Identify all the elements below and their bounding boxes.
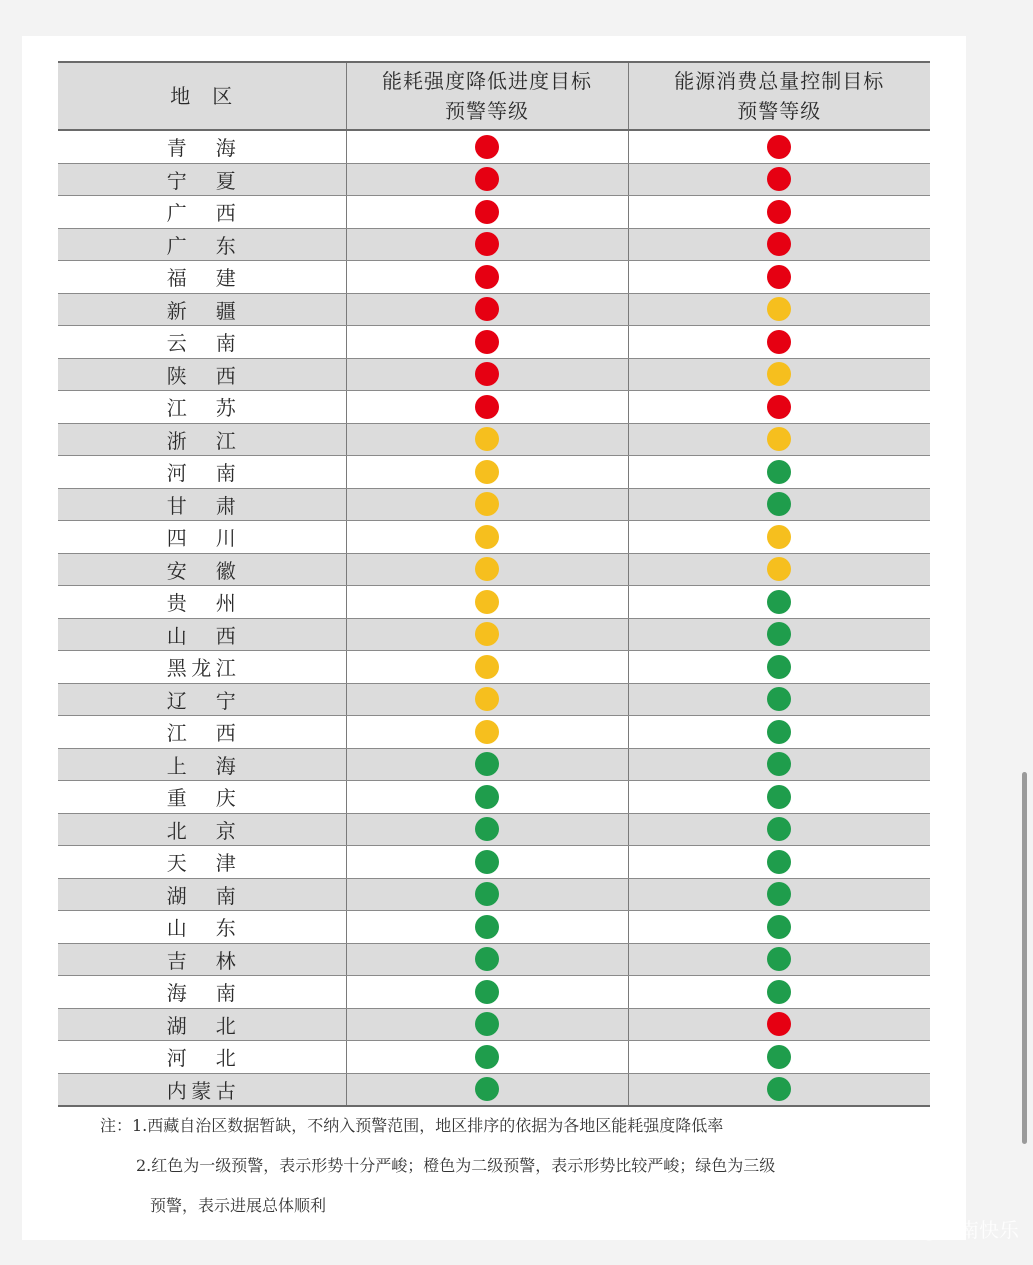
- region-name: 四川: [166, 526, 237, 551]
- intensity-level-cell: [346, 456, 628, 489]
- region-cell: [58, 878, 346, 911]
- intensity-level-cell: [346, 521, 628, 554]
- region-name: 青海: [166, 136, 237, 161]
- table-row: [58, 130, 930, 163]
- red-warning-dot-icon: [767, 167, 791, 191]
- red-warning-dot-icon: [475, 167, 499, 191]
- region-name: 湖南: [166, 883, 237, 908]
- region-name: 天津: [166, 851, 237, 876]
- green-warning-dot-icon: [767, 492, 791, 516]
- warning-level-table: [58, 61, 930, 1107]
- table-row: [58, 1041, 930, 1074]
- orange-warning-dot-icon: [767, 362, 791, 386]
- region-name: 重庆: [166, 786, 237, 811]
- intensity-level-cell: [346, 196, 628, 229]
- region-name: 贵州: [166, 591, 237, 616]
- total-level-cell: [628, 651, 930, 684]
- total-level-cell: [628, 196, 930, 229]
- orange-warning-dot-icon: [475, 557, 499, 581]
- total-level-cell: [628, 521, 930, 554]
- region-cell: [58, 1073, 346, 1106]
- total-level-cell: [628, 553, 930, 586]
- region-cell: [58, 716, 346, 749]
- intensity-level-cell: [346, 1008, 628, 1041]
- intensity-level-cell: [346, 748, 628, 781]
- total-level-cell: [628, 1041, 930, 1074]
- region-name: 浙江: [166, 428, 237, 453]
- red-warning-dot-icon: [475, 330, 499, 354]
- green-warning-dot-icon: [767, 460, 791, 484]
- region-cell: [58, 1008, 346, 1041]
- green-warning-dot-icon: [767, 980, 791, 1004]
- region-cell: [58, 976, 346, 1009]
- region-cell: [58, 196, 346, 229]
- red-warning-dot-icon: [475, 297, 499, 321]
- region-name: 河北: [166, 1046, 237, 1071]
- red-warning-dot-icon: [475, 265, 499, 289]
- orange-warning-dot-icon: [475, 460, 499, 484]
- scrollbar-thumb[interactable]: [1022, 772, 1027, 1144]
- region-cell: [58, 456, 346, 489]
- table-row: [58, 618, 930, 651]
- region-name: 北京: [166, 818, 237, 843]
- region-cell: [58, 423, 346, 456]
- region-name: 福建: [166, 266, 237, 291]
- green-warning-dot-icon: [475, 947, 499, 971]
- intensity-level-cell: [346, 716, 628, 749]
- region-cell: [58, 1041, 346, 1074]
- table-row: [58, 878, 930, 911]
- green-warning-dot-icon: [475, 1077, 499, 1101]
- total-level-cell: [628, 878, 930, 911]
- intensity-level-cell: [346, 1041, 628, 1074]
- green-warning-dot-icon: [475, 1045, 499, 1069]
- intensity-level-cell: [346, 553, 628, 586]
- red-warning-dot-icon: [767, 1012, 791, 1036]
- intensity-level-cell: [346, 163, 628, 196]
- green-warning-dot-icon: [767, 1045, 791, 1069]
- region-name: 山西: [166, 623, 237, 648]
- intensity-level-cell: [346, 781, 628, 814]
- region-name: 河南: [166, 461, 237, 486]
- table-row: [58, 358, 930, 391]
- intensity-level-cell: [346, 846, 628, 879]
- red-warning-dot-icon: [475, 135, 499, 159]
- table-row: [58, 748, 930, 781]
- region-cell: [58, 391, 346, 424]
- total-level-cell: [628, 586, 930, 619]
- red-warning-dot-icon: [767, 135, 791, 159]
- red-warning-dot-icon: [767, 395, 791, 419]
- table-row: [58, 716, 930, 749]
- table-row: [58, 976, 930, 1009]
- total-level-cell: [628, 781, 930, 814]
- region-name: 江西: [166, 721, 237, 746]
- total-level-cell: [628, 748, 930, 781]
- region-name: 宁夏: [166, 168, 237, 193]
- green-warning-dot-icon: [767, 915, 791, 939]
- total-level-cell: [628, 130, 930, 163]
- region-cell: [58, 586, 346, 619]
- region-cell: [58, 651, 346, 684]
- orange-warning-dot-icon: [475, 427, 499, 451]
- total-level-cell: [628, 1008, 930, 1041]
- region-cell: [58, 683, 346, 716]
- header-intensity-line1: 能耗强度降低进度目标: [382, 69, 592, 93]
- green-warning-dot-icon: [475, 882, 499, 906]
- region-cell: [58, 293, 346, 326]
- region-name: 甘肃: [166, 493, 237, 518]
- red-warning-dot-icon: [475, 232, 499, 256]
- green-warning-dot-icon: [475, 980, 499, 1004]
- region-name: 湖北: [166, 1013, 237, 1038]
- orange-warning-dot-icon: [475, 655, 499, 679]
- red-warning-dot-icon: [767, 330, 791, 354]
- red-warning-dot-icon: [767, 200, 791, 224]
- table-row: [58, 293, 930, 326]
- orange-warning-dot-icon: [475, 622, 499, 646]
- intensity-level-cell: [346, 878, 628, 911]
- region-name: 安徽: [166, 558, 237, 583]
- region-name: 吉林: [166, 948, 237, 973]
- intensity-level-cell: [346, 683, 628, 716]
- green-warning-dot-icon: [767, 590, 791, 614]
- intensity-level-cell: [346, 813, 628, 846]
- green-warning-dot-icon: [767, 1077, 791, 1101]
- intensity-level-cell: [346, 228, 628, 261]
- region-name: 内蒙古: [166, 1078, 237, 1103]
- green-warning-dot-icon: [475, 915, 499, 939]
- region-cell: [58, 488, 346, 521]
- table-row: [58, 683, 930, 716]
- table-row: [58, 163, 930, 196]
- orange-warning-dot-icon: [475, 492, 499, 516]
- intensity-level-cell: [346, 326, 628, 359]
- total-level-cell: [628, 846, 930, 879]
- orange-warning-dot-icon: [767, 297, 791, 321]
- table-row: [58, 521, 930, 554]
- intensity-level-cell: [346, 488, 628, 521]
- table-row: [58, 1073, 930, 1106]
- red-warning-dot-icon: [767, 232, 791, 256]
- green-warning-dot-icon: [767, 655, 791, 679]
- green-warning-dot-icon: [767, 720, 791, 744]
- table-row: [58, 391, 930, 424]
- region-name: 山东: [166, 916, 237, 941]
- table-notes: [100, 1112, 940, 1220]
- orange-warning-dot-icon: [475, 590, 499, 614]
- region-name: 新疆: [166, 298, 237, 323]
- intensity-level-cell: [346, 391, 628, 424]
- table-row: [58, 488, 930, 521]
- green-warning-dot-icon: [767, 947, 791, 971]
- region-name: 黑龙江: [166, 656, 237, 681]
- green-warning-dot-icon: [475, 752, 499, 776]
- total-level-cell: [628, 716, 930, 749]
- total-level-cell: [628, 293, 930, 326]
- table-row: [58, 423, 930, 456]
- region-cell: [58, 163, 346, 196]
- region-cell: [58, 358, 346, 391]
- header-intensity: [346, 62, 628, 130]
- intensity-level-cell: [346, 293, 628, 326]
- region-name: 广西: [166, 201, 237, 226]
- orange-warning-dot-icon: [767, 427, 791, 451]
- table-row: [58, 651, 930, 684]
- green-warning-dot-icon: [475, 1012, 499, 1036]
- red-warning-dot-icon: [475, 362, 499, 386]
- header-region-label: 地 区: [170, 84, 234, 108]
- total-level-cell: [628, 423, 930, 456]
- header-intensity-line2: 预警等级: [445, 99, 529, 123]
- region-name: 广东: [166, 233, 237, 258]
- region-cell: [58, 228, 346, 261]
- table-row: [58, 781, 930, 814]
- note-line-3: 预警，表示进展总体顺利: [150, 1196, 327, 1215]
- total-level-cell: [628, 683, 930, 716]
- table-row: [58, 228, 930, 261]
- region-cell: [58, 261, 346, 294]
- total-level-cell: [628, 261, 930, 294]
- intensity-level-cell: [346, 261, 628, 294]
- header-region: [58, 62, 346, 130]
- header-total-line2: 预警等级: [737, 99, 822, 123]
- total-level-cell: [628, 163, 930, 196]
- green-warning-dot-icon: [767, 817, 791, 841]
- red-warning-dot-icon: [767, 265, 791, 289]
- region-cell: [58, 943, 346, 976]
- total-level-cell: [628, 618, 930, 651]
- intensity-level-cell: [346, 943, 628, 976]
- region-cell: [58, 846, 346, 879]
- region-cell: [58, 781, 346, 814]
- region-cell: [58, 553, 346, 586]
- region-cell: [58, 618, 346, 651]
- intensity-level-cell: [346, 911, 628, 944]
- note-line-2: 2.红色为一级预警，表示形势十分严峻；橙色为二级预警，表示形势比较严峻；绿色为三级: [136, 1156, 776, 1175]
- green-warning-dot-icon: [767, 687, 791, 711]
- red-warning-dot-icon: [475, 200, 499, 224]
- table-row: [58, 196, 930, 229]
- total-level-cell: [628, 943, 930, 976]
- orange-warning-dot-icon: [475, 525, 499, 549]
- table-row: [58, 586, 930, 619]
- note-line-1: 注：1.西藏自治区数据暂缺，不纳入预警范围，地区排序的依据为各地区能耗强度降低率: [100, 1116, 724, 1135]
- total-level-cell: [628, 228, 930, 261]
- orange-warning-dot-icon: [767, 557, 791, 581]
- total-level-cell: [628, 358, 930, 391]
- green-warning-dot-icon: [475, 817, 499, 841]
- orange-warning-dot-icon: [475, 687, 499, 711]
- orange-warning-dot-icon: [767, 525, 791, 549]
- total-level-cell: [628, 976, 930, 1009]
- green-warning-dot-icon: [767, 622, 791, 646]
- total-level-cell: [628, 326, 930, 359]
- green-warning-dot-icon: [767, 785, 791, 809]
- table-row: [58, 1008, 930, 1041]
- green-warning-dot-icon: [767, 752, 791, 776]
- intensity-level-cell: [346, 651, 628, 684]
- total-level-cell: [628, 456, 930, 489]
- header-total-line1: 能源消费总量控制目标: [674, 69, 885, 93]
- green-warning-dot-icon: [767, 882, 791, 906]
- intensity-level-cell: [346, 130, 628, 163]
- table-row: [58, 943, 930, 976]
- region-name: 陕西: [166, 363, 237, 388]
- table-row: [58, 846, 930, 879]
- region-cell: [58, 813, 346, 846]
- region-name: 江苏: [166, 396, 237, 421]
- region-cell: [58, 130, 346, 163]
- green-warning-dot-icon: [767, 850, 791, 874]
- region-name: 云南: [166, 331, 237, 356]
- region-cell: [58, 748, 346, 781]
- region-name: 上海: [166, 753, 237, 778]
- region-cell: [58, 521, 346, 554]
- orange-warning-dot-icon: [475, 720, 499, 744]
- table-row: [58, 911, 930, 944]
- total-level-cell: [628, 488, 930, 521]
- table-row: [58, 456, 930, 489]
- header-total: [628, 62, 930, 130]
- intensity-level-cell: [346, 586, 628, 619]
- region-name: 海南: [166, 981, 237, 1006]
- table-row: [58, 326, 930, 359]
- red-warning-dot-icon: [475, 395, 499, 419]
- green-warning-dot-icon: [475, 850, 499, 874]
- table-row: [58, 553, 930, 586]
- table-header-row: [58, 62, 930, 130]
- table-row: [58, 261, 930, 294]
- intensity-level-cell: [346, 358, 628, 391]
- intensity-level-cell: [346, 1073, 628, 1106]
- intensity-level-cell: [346, 976, 628, 1009]
- watermark-text: 头条@渭南快乐: [879, 1218, 1019, 1242]
- total-level-cell: [628, 391, 930, 424]
- intensity-level-cell: [346, 423, 628, 456]
- intensity-level-cell: [346, 618, 628, 651]
- total-level-cell: [628, 911, 930, 944]
- region-cell: [58, 911, 346, 944]
- region-name: 辽宁: [166, 688, 237, 713]
- total-level-cell: [628, 1073, 930, 1106]
- region-cell: [58, 326, 346, 359]
- total-level-cell: [628, 813, 930, 846]
- table-row: [58, 813, 930, 846]
- green-warning-dot-icon: [475, 785, 499, 809]
